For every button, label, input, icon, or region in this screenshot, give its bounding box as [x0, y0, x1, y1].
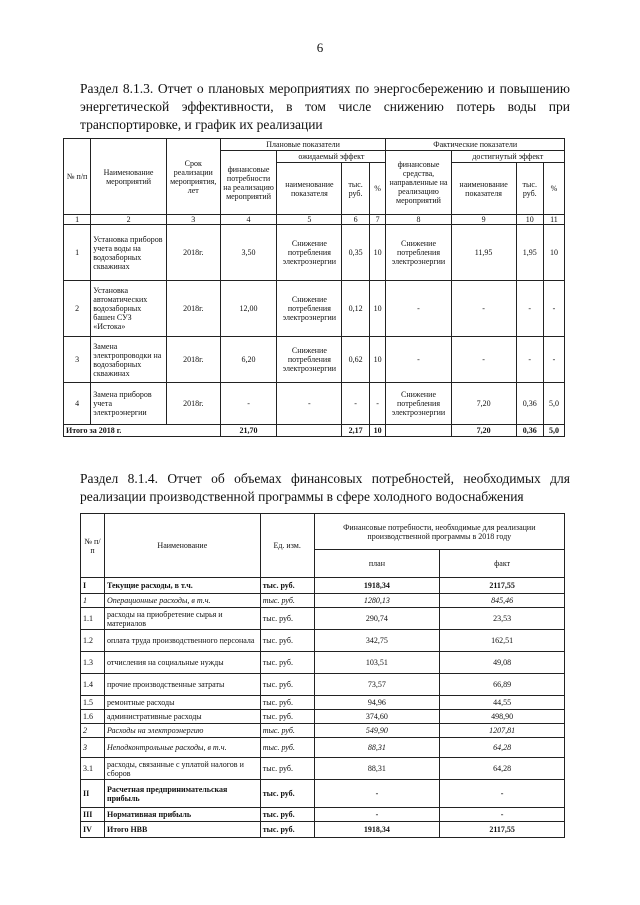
row-fact: 64,28	[440, 738, 565, 758]
row-unit: тыс. руб.	[260, 738, 314, 758]
total-actual-pct: 5,0	[543, 425, 564, 437]
row-rub: -	[342, 383, 369, 425]
table-row	[81, 758, 565, 780]
table-row	[81, 710, 565, 724]
header-unit: Ед. изм.	[260, 514, 314, 578]
row-num: 1.5	[81, 696, 105, 710]
row-indicator: Снижение потребления электроэнергии	[277, 337, 342, 383]
col-index: 7	[369, 215, 386, 225]
energy-saving-measures-table	[63, 138, 565, 437]
row-plan: 342,75	[314, 630, 440, 652]
row-name: Расчетная предпринимательская прибыль	[104, 780, 260, 808]
row-plan: 290,74	[314, 608, 440, 630]
row-num: 2	[81, 724, 105, 738]
table-row	[81, 822, 565, 838]
row-fact: 23,53	[440, 608, 565, 630]
row-num: 1.4	[81, 674, 105, 696]
row-actual-pct: 5,0	[543, 383, 564, 425]
header-pct-actual: %	[543, 163, 564, 215]
row-plan: 374,60	[314, 710, 440, 724]
row-fact: 49,08	[440, 652, 565, 674]
row-name: отчисления на социальные нужды	[104, 652, 260, 674]
table-row	[64, 383, 565, 425]
row-fact: 845,46	[440, 594, 565, 608]
row-name: Итого НВВ	[104, 822, 260, 838]
row-name: расходы, связанные с уплатой налогов и сборов	[104, 758, 260, 780]
financial-needs-table	[80, 513, 565, 838]
row-num: 1	[64, 225, 91, 281]
row-fact: 2117,55	[440, 578, 565, 594]
header-thous-rub-actual: тыс. руб.	[516, 163, 543, 215]
total-actual-fin	[386, 425, 451, 437]
col-index: 8	[386, 215, 451, 225]
row-plan: 73,57	[314, 674, 440, 696]
row-fin: 12,00	[220, 281, 277, 337]
row-num: 1.6	[81, 710, 105, 724]
row-actual-pct: -	[543, 337, 564, 383]
row-unit: тыс. руб.	[260, 710, 314, 724]
row-pct: -	[369, 383, 386, 425]
table-row	[81, 674, 565, 696]
header-name: Наименование мероприятий	[91, 139, 167, 215]
row-plan: 103,51	[314, 652, 440, 674]
col-index: 11	[543, 215, 564, 225]
row-indicator: Снижение потребления электроэнергии	[277, 225, 342, 281]
row-plan: -	[314, 808, 440, 822]
row-fact: -	[440, 808, 565, 822]
row-num: II	[81, 780, 105, 808]
table-row	[81, 738, 565, 758]
total-row	[64, 425, 565, 437]
total-actual-name: 7,20	[451, 425, 516, 437]
total-actual-rub: 0,36	[516, 425, 543, 437]
table-row	[64, 337, 565, 383]
row-pct: 10	[369, 337, 386, 383]
header-actual: Фактические показатели	[386, 139, 565, 151]
row-num: 4	[64, 383, 91, 425]
section-8-1-3-title: Раздел 8.1.3. Отчет о плановых мероприятиях по энергосбережению и повышению энергетической эффективности, в том числе снижению потерь воды при транспортировке, и график их реализации	[80, 81, 570, 132]
row-num: 1.1	[81, 608, 105, 630]
row-plan: 88,31	[314, 758, 440, 780]
header-num: № п/п	[64, 139, 91, 215]
row-actual-name: 7,20	[451, 383, 516, 425]
row-unit: тыс. руб.	[260, 724, 314, 738]
row-indicator: -	[277, 383, 342, 425]
row-name: Установка автоматических водозаборных башен СУЗ «Истока»	[91, 281, 167, 337]
row-fact: 64,28	[440, 758, 565, 780]
row-name: административные расходы	[104, 710, 260, 724]
row-unit: тыс. руб.	[260, 630, 314, 652]
total-rub: 2,17	[342, 425, 369, 437]
row-fact: 1207,81	[440, 724, 565, 738]
row-fact: 2117,55	[440, 822, 565, 838]
row-name: Замена электропроводки на водозаборных скважинах	[91, 337, 167, 383]
header-fact: факт	[440, 550, 565, 578]
row-rub: 0,62	[342, 337, 369, 383]
page-number: 6	[316, 40, 324, 55]
row-unit: тыс. руб.	[260, 808, 314, 822]
header-expected-effect: ожидаемый эффект	[277, 151, 386, 163]
row-actual-name: 11,95	[451, 225, 516, 281]
table-row	[81, 630, 565, 652]
row-num: 1.2	[81, 630, 105, 652]
row-num: I	[81, 578, 105, 594]
row-num: 1	[81, 594, 105, 608]
total-fin: 21,70	[220, 425, 277, 437]
row-name: Неподконтрольные расходы, в т.ч.	[104, 738, 260, 758]
row-name: Текущие расходы, в т.ч.	[104, 578, 260, 594]
row-unit: тыс. руб.	[260, 780, 314, 808]
row-unit: тыс. руб.	[260, 758, 314, 780]
total-label: Итого за 2018 г.	[64, 425, 221, 437]
row-actual-fin: Снижение потребления электроэнергии	[386, 225, 451, 281]
col-index: 10	[516, 215, 543, 225]
row-actual-rub: -	[516, 337, 543, 383]
header-achieved-effect: достигнутый эффект	[451, 151, 564, 163]
row-actual-name: -	[451, 337, 516, 383]
header-fin-means: финансовые средства, направленные на реализацию мероприятий	[386, 151, 451, 215]
row-plan: 1918,34	[314, 578, 440, 594]
row-actual-pct: -	[543, 281, 564, 337]
row-name: Нормативная прибыль	[104, 808, 260, 822]
header-term: Срок реализации мероприятия, лет	[166, 139, 220, 215]
header-indicator-name: наименование показателя	[277, 163, 342, 215]
row-num: 3.1	[81, 758, 105, 780]
row-plan: 94,96	[314, 696, 440, 710]
row-unit: тыс. руб.	[260, 696, 314, 710]
row-rub: 0,35	[342, 225, 369, 281]
row-name: оплата труда производственного персонала	[104, 630, 260, 652]
row-plan: 549,90	[314, 724, 440, 738]
table-row	[81, 780, 565, 808]
row-actual-rub: 0,36	[516, 383, 543, 425]
row-unit: тыс. руб.	[260, 608, 314, 630]
total-pct: 10	[369, 425, 386, 437]
row-fact: 44,55	[440, 696, 565, 710]
col-index: 2	[91, 215, 167, 225]
row-name: прочие производственные затраты	[104, 674, 260, 696]
table-row	[64, 281, 565, 337]
row-pct: 10	[369, 225, 386, 281]
row-term: 2018г.	[166, 281, 220, 337]
col-index: 5	[277, 215, 342, 225]
header-indicator-name-actual: наименование показателя	[451, 163, 516, 215]
table-row	[81, 578, 565, 594]
table-row	[81, 594, 565, 608]
row-num: 2	[64, 281, 91, 337]
row-pct: 10	[369, 281, 386, 337]
header-planned: Плановые показатели	[220, 139, 386, 151]
row-actual-fin: -	[386, 337, 451, 383]
row-unit: тыс. руб.	[260, 822, 314, 838]
row-num: IV	[81, 822, 105, 838]
row-fact: -	[440, 780, 565, 808]
row-plan: 1280,13	[314, 594, 440, 608]
row-num: III	[81, 808, 105, 822]
row-unit: тыс. руб.	[260, 578, 314, 594]
row-term: 2018г.	[166, 383, 220, 425]
row-plan: 88,31	[314, 738, 440, 758]
header-name: Наименование	[104, 514, 260, 578]
section-8-1-4-title: Раздел 8.1.4. Отчет об объемах финансовых потребностей, необходимых для реализации производственной программы в сфере холодного водоснабжения	[80, 471, 570, 504]
row-plan: 1918,34	[314, 822, 440, 838]
row-fact: 498,90	[440, 710, 565, 724]
row-name: расходы на приобретение сырья и материалов	[104, 608, 260, 630]
row-term: 2018г.	[166, 225, 220, 281]
row-num: 1.3	[81, 652, 105, 674]
row-actual-fin: -	[386, 281, 451, 337]
row-indicator: Снижение потребления электроэнергии	[277, 281, 342, 337]
row-name: Замена приборов учета электроэнергии	[91, 383, 167, 425]
header-fin-need: финансовые потребности на реализацию мероприятий	[220, 151, 277, 215]
row-name: Установка приборов учета воды на водозаборных скважинах	[91, 225, 167, 281]
row-actual-pct: 10	[543, 225, 564, 281]
row-name: Операционные расходы, в т.ч.	[104, 594, 260, 608]
row-fact: 66,89	[440, 674, 565, 696]
row-fin: -	[220, 383, 277, 425]
row-num: 3	[64, 337, 91, 383]
header-num: № п/п	[81, 514, 105, 578]
row-actual-rub: -	[516, 281, 543, 337]
row-unit: тыс. руб.	[260, 594, 314, 608]
row-actual-rub: 1,95	[516, 225, 543, 281]
row-actual-name: -	[451, 281, 516, 337]
row-unit: тыс. руб.	[260, 652, 314, 674]
col-index: 6	[342, 215, 369, 225]
row-term: 2018г.	[166, 337, 220, 383]
total-indicator	[277, 425, 342, 437]
table-row	[81, 608, 565, 630]
header-pct: %	[369, 163, 386, 215]
col-index: 1	[64, 215, 91, 225]
table-row	[81, 724, 565, 738]
header-plan: план	[314, 550, 440, 578]
table-row	[81, 696, 565, 710]
row-actual-fin: Снижение потребления электроэнергии	[386, 383, 451, 425]
row-fin: 6,20	[220, 337, 277, 383]
row-rub: 0,12	[342, 281, 369, 337]
row-num: 3	[81, 738, 105, 758]
row-fin: 3,50	[220, 225, 277, 281]
row-unit: тыс. руб.	[260, 674, 314, 696]
row-plan: -	[314, 780, 440, 808]
col-index: 3	[166, 215, 220, 225]
col-index: 4	[220, 215, 277, 225]
row-name: ремонтные расходы	[104, 696, 260, 710]
row-fact: 162,51	[440, 630, 565, 652]
table-row	[81, 808, 565, 822]
table-row	[81, 652, 565, 674]
header-thous-rub: тыс. руб.	[342, 163, 369, 215]
table-row	[64, 225, 565, 281]
col-index: 9	[451, 215, 516, 225]
header-fin-needs: Финансовые потребности, необходимые для реализации производственной программы в 2018 году	[314, 514, 564, 550]
row-name: Расходы на электроэнергию	[104, 724, 260, 738]
